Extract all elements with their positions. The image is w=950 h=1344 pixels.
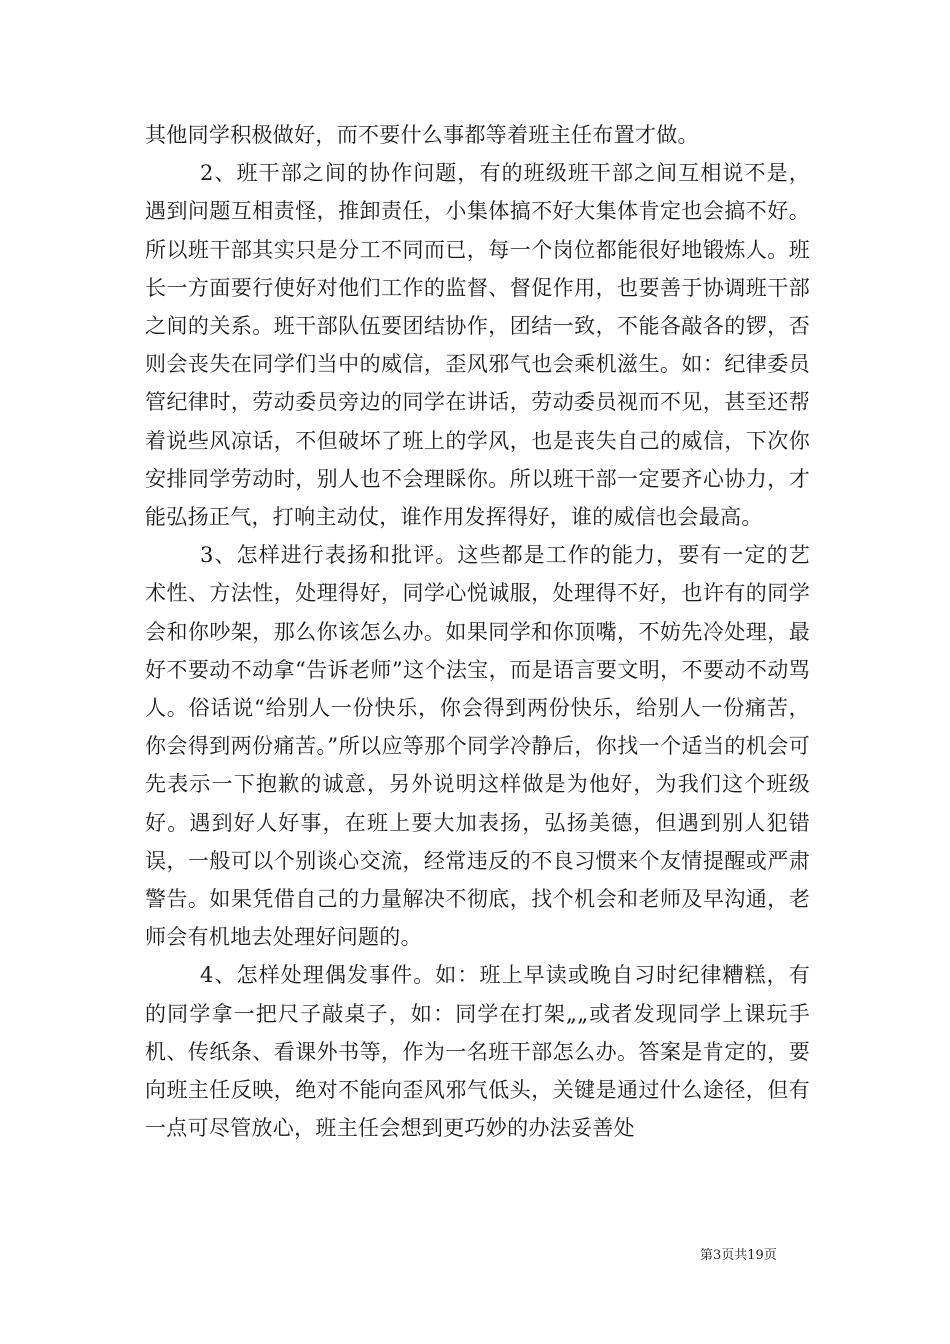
paragraph-2: 2、班干部之间的协作问题，有的班级班干部之间互相说不是，遇到问题互相责怪，推卸责任，小集体搞不好大集体肯定也会搞不好。所以班干部其实只是分工不同而已，每一个岗位都能很好地锻炼人。班长一方面要行使好对他们工作的监督、督促作用，也要善于协调班干部之间的关系。班干部队伍要团结协作，团结一致，不能各敲各的锣，否则会丧失在同学们当中的威信，歪风邪气也会乘机滋生。如：纪律委员管纪律时，劳动委员旁边的同学在讲话，劳动委员视而不见，甚至还帮着说些风凉话，不但破坏了班上的学风，也是丧失自己的威信，下次你安排同学劳动时，别人也不会理睬你。所以班干部一定要齐心协力，才能弘扬正气，打响主动仗，谁作用发挥得好，谁的威信也会最高。 — [145, 161, 810, 530]
page-number: 第3页共19页 — [700, 1248, 777, 1263]
paragraph-4: 4、怎样处理偶发事件。如：班上早读或晚自习时纪律糟糕，有的同学拿一把尺子敲桌子，如：同学在打架„„或者发现同学上课玩手机、传纸条、看课外书等，作为一名班干部怎么办。答案是肯定的，要向班主任反映，绝对不能向歪风邪气低头，关键是通过什么途径，但有一点可尽管放心，班主任会想到更巧妙的办法妥善处 — [145, 963, 810, 1141]
paragraph-1: 其他同学积极做好，而不要什么事都等着班主任布置才做。 — [145, 123, 699, 147]
body-text — [145, 116, 810, 1147]
paragraph-3: 3、怎样进行表扬和批评。这些都是工作的能力，要有一定的艺术性、方法性，处理得好，同学心悦诚服，处理得不好，也许有的同学会和你吵架，那么你该怎么办。如果同学和你顶嘴，不妨先冷处理，最好不要动不动拿“告诉老师”这个法宝，而是语言要文明，不要动不动骂人。俗话说“给别人一份快乐，你会得到两份快乐，给别人一份痛苦，你会得到两份痛苦。”所以应等那个同学冷静后，你找一个适当的机会可先表示一下抱歉的诚意，另外说明这样做是为他好，为我们这个班级好。遇到好人好事，在班上要大加表扬，弘扬美德，但遇到别人犯错误，一般可以个别谈心交流，经常违反的不良习惯来个友情提醒或严肃警告。如果凭借自己的力量解决不彻底，找个机会和老师及早沟通，老师会有机地去处理好问题的。 — [145, 543, 810, 950]
